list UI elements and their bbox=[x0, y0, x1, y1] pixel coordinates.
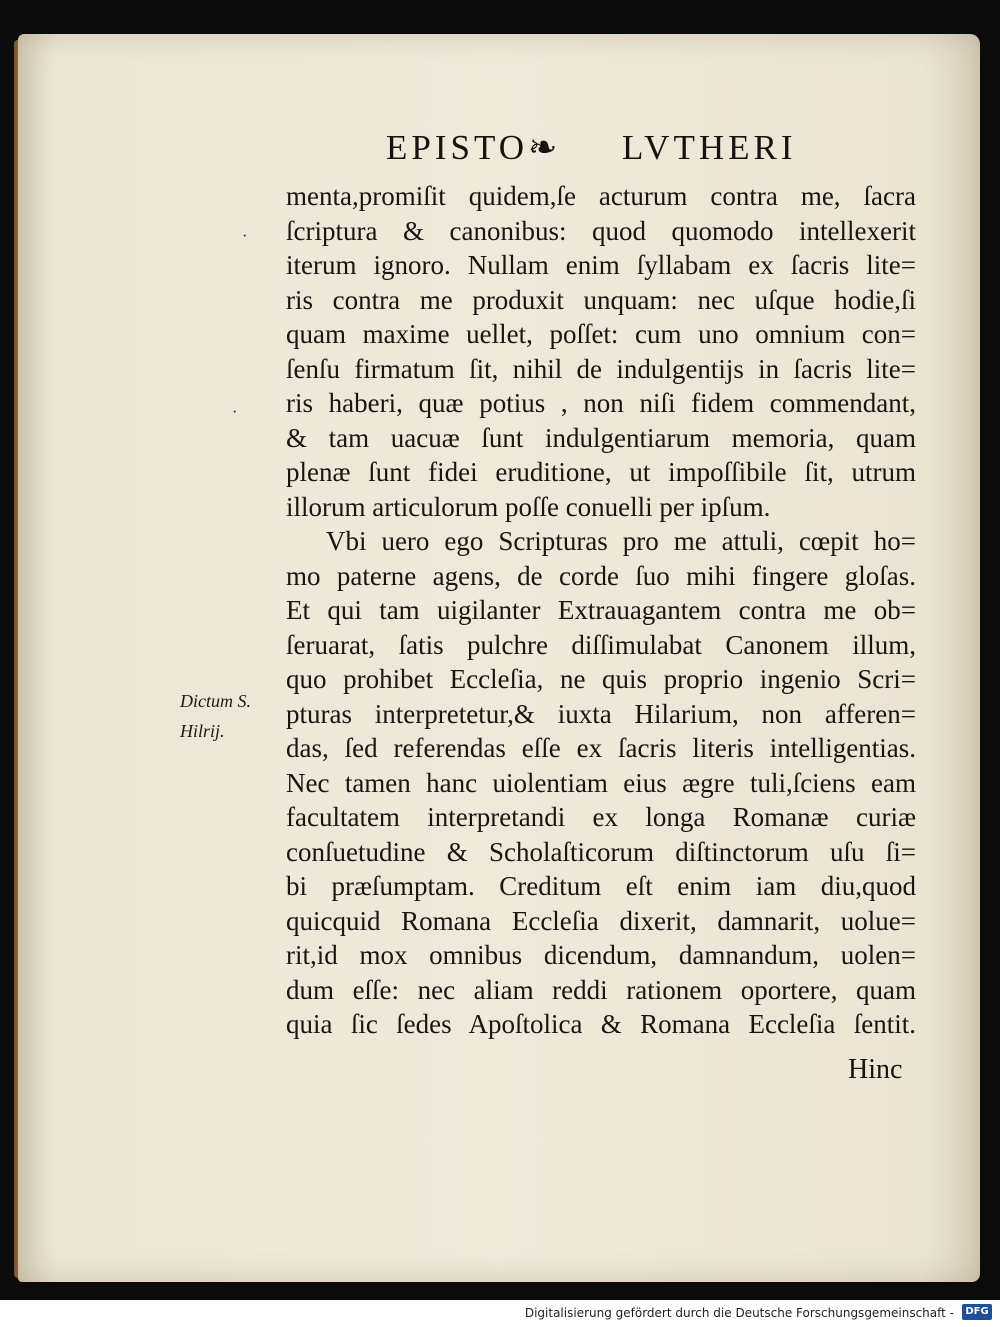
text-line: Nec tamen hanc uiolentiam eius ægre tuli,ſciens eam bbox=[286, 767, 916, 798]
running-head bbox=[386, 128, 826, 172]
text-line: quam maxime uellet, poſſet: cum uno omnium con= bbox=[286, 319, 916, 349]
text-line: mo paterne agens, de corde ſuo mihi fingere gloſas. bbox=[286, 560, 916, 591]
catchword: Hinc bbox=[848, 1054, 903, 1085]
text-line: ris contra me produxit unquam: nec uſque hodie,ſi bbox=[286, 284, 916, 315]
text-line: Et qui tam uigilanter Extrauagantem contra me ob= bbox=[286, 595, 916, 625]
text-line: ſeruarat, ſatis pulchre diſſimulabat Canonem illum, bbox=[286, 629, 916, 660]
marginal-note-line: Dictum S. bbox=[180, 691, 251, 711]
text-line: & tam uacuæ ſunt indulgentiarum memoria, quam bbox=[286, 422, 916, 453]
text-line: quicquid Romana Eccleſia dixerit, damnarit, uolue= bbox=[286, 905, 916, 936]
text-line: iterum ignoro. Nullam enim ſyllabam ex ſacris lite= bbox=[286, 250, 916, 280]
text-line: das, ſed referendas eſſe ex ſacris literis intelligentias. bbox=[286, 733, 916, 763]
text-line: Vbi uero ego Scripturas pro me attuli, cœpit ho= bbox=[326, 526, 916, 556]
margin-dot-mark: · bbox=[232, 404, 238, 421]
text-line: facultatem interpretandi ex longa Romanæ curiæ bbox=[286, 802, 916, 832]
text-line: bi præſumptam. Creditum eſt enim iam diu,quod bbox=[286, 871, 916, 901]
text-line: plenæ ſunt fidei eruditione, ut impoſſibile ſit, utrum bbox=[286, 457, 916, 487]
marginal-note-line: Hilrij. bbox=[180, 721, 225, 741]
running-head-right: LVTHERI bbox=[622, 128, 797, 167]
text-line: menta,promiſit quidem,ſe acturum contra me, ſacra bbox=[286, 181, 916, 211]
running-head-left: EPISTO❧ bbox=[386, 128, 562, 167]
text-line: dum eſſe: nec aliam reddi rationem oportere, quam bbox=[286, 974, 916, 1005]
marginal-note bbox=[180, 686, 270, 746]
text-line: quo prohibet Eccleſia, ne quis proprio ingenio Scri= bbox=[286, 664, 916, 694]
text-line: pturas interpretetur,& iuxta Hilarium, non afferen= bbox=[286, 698, 916, 729]
text-line: ſenſu firmatum ſit, nihil de indulgentijs in ſacris lite= bbox=[286, 353, 916, 384]
text-line: conſuetudine & Scholaſticorum diſtinctorum uſu ſi= bbox=[286, 836, 916, 867]
text-line: illorum articulorum poſſe conuelli per ipſum. bbox=[286, 491, 771, 522]
text-line: rit,id mox omnibus dicendum, damnandum, uolen= bbox=[286, 940, 916, 970]
text-line: ſcriptura & canonibus: quod quomodo intellexerit bbox=[286, 215, 916, 246]
funding-credit: Digitalisierung gefördert durch die Deutsche Forschungsgemeinschaft - bbox=[524, 1306, 954, 1320]
dfg-logo: DFG bbox=[962, 1304, 992, 1320]
text-line: ris haberi, quæ potius , non niſi fidem commendant, bbox=[286, 388, 916, 418]
text-line: quia ſic ſedes Apoſtolica & Romana Eccleſia ſentit. bbox=[286, 1009, 916, 1039]
margin-dot-mark: · bbox=[242, 228, 248, 245]
body-text bbox=[286, 179, 916, 1042]
footer-bar bbox=[0, 1300, 1000, 1327]
